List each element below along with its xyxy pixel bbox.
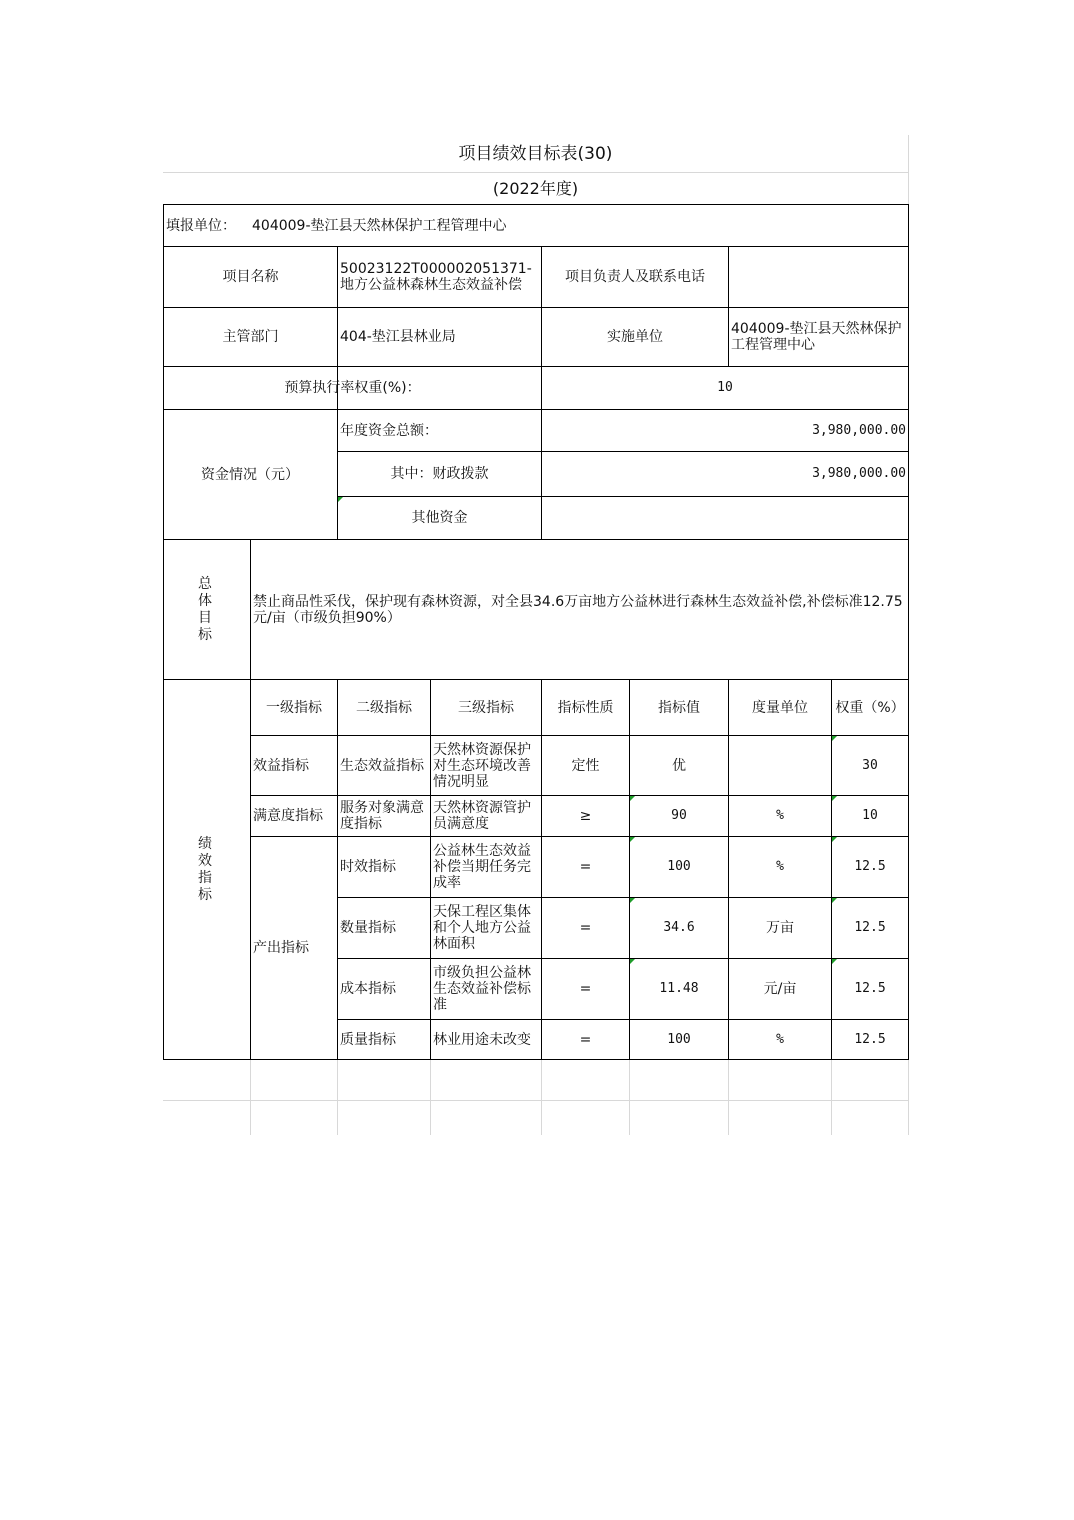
goal-text: 禁止商品性采伐，保护现有森林资源，对全县34.6万亩地方公益林进行森林生态效益补偿,补偿标准12.75元/亩（市级负担90%） — [253, 593, 903, 626]
page-title: 项目绩效目标表(30) — [458, 143, 613, 164]
table-cell-l3: 天保工程区集体和个人地方公益林面积 — [433, 904, 531, 952]
level1-output: 产出指标 — [253, 940, 309, 956]
project-name-label: 项目名称 — [222, 269, 279, 285]
table-cell-weight: 10 — [862, 808, 878, 823]
grid-line — [908, 135, 909, 205]
table-cell-weight: 30 — [862, 757, 878, 773]
table-cell-l2: 服务对象满意度指标 — [340, 800, 424, 832]
table-cell-nature: = — [579, 859, 592, 875]
funds-label: 资金情况（元） — [201, 466, 299, 483]
table-cell-l3: 天然林资源管护员满意度 — [433, 800, 531, 832]
border — [163, 1059, 909, 1060]
funds-fiscal-label: 其中：财政拨款 — [390, 466, 489, 482]
table-header: 权重（%） — [835, 699, 905, 716]
table-header: 三级指标 — [458, 699, 514, 716]
table-cell-unit: % — [776, 808, 784, 823]
table-cell-unit: 万亩 — [766, 920, 794, 936]
table-cell-value: 11.48 — [659, 981, 699, 996]
table-cell-nature: ≥ — [579, 808, 592, 824]
page-subtitle: (2022年度) — [492, 178, 579, 198]
table-header: 一级指标 — [266, 699, 322, 716]
table-cell-l2: 数量指标 — [340, 920, 396, 936]
table-cell-unit: % — [776, 1031, 784, 1047]
table-cell-unit: % — [776, 859, 784, 874]
level1-satisfaction: 满意度指标 — [253, 808, 323, 824]
fill-unit-label: 填报单位： — [166, 217, 236, 234]
grid-line — [629, 1060, 630, 1135]
table-cell-weight: 12.5 — [854, 1031, 886, 1047]
funds-other-label: 其他资金 — [411, 510, 468, 526]
table-cell-l3: 天然林资源保护对生态环境改善情况明显 — [433, 741, 531, 790]
funds-other-value — [542, 497, 908, 539]
table-cell-l3: 林业用途未改变 — [433, 1031, 531, 1048]
fill-unit-value: 404009-垫江县天然林保护工程管理中心 — [252, 217, 507, 234]
table-cell-nature: = — [579, 1031, 592, 1048]
budget-rate-label: 预算执行率权重(%)： — [284, 380, 421, 396]
table-cell-l2: 成本指标 — [340, 981, 396, 997]
grid-line — [337, 1060, 338, 1135]
table-cell-value: 100 — [667, 859, 691, 874]
impl-unit-label: 实施单位 — [607, 329, 663, 345]
table-cell-value: 34.6 — [663, 920, 695, 935]
impl-unit-value: 404009-垫江县天然林保护工程管理中心 — [731, 321, 902, 353]
dept-value: 404-垫江县林业局 — [340, 329, 456, 345]
project-leader-label: 项目负责人及联系电话 — [565, 269, 705, 285]
table-header: 指标值 — [658, 699, 700, 716]
funds-total-label: 年度资金总额： — [340, 422, 438, 439]
table-cell-nature: = — [579, 920, 592, 936]
table-cell-l3: 市级负担公益林生态效益补偿标准 — [433, 965, 531, 1013]
grid-line — [728, 1060, 729, 1135]
table-cell-value: 90 — [671, 808, 687, 823]
table-cell-weight: 12.5 — [854, 981, 886, 996]
level1-benefit: 效益指标 — [253, 757, 309, 774]
table-cell-unit: 元/亩 — [763, 981, 797, 997]
table-cell-value: 100 — [667, 1031, 691, 1047]
table-cell-weight: 12.5 — [854, 920, 886, 935]
table-cell-l2: 时效指标 — [340, 859, 396, 875]
grid-line — [908, 1060, 909, 1135]
table-header: 指标性质 — [557, 699, 614, 716]
grid-line — [430, 1060, 431, 1135]
border — [908, 204, 909, 1060]
indicators-label: 绩 效 指 标 — [198, 836, 212, 903]
project-leader-value — [729, 247, 908, 307]
budget-rate-value: 10 — [717, 380, 733, 395]
table-cell-value: 优 — [672, 757, 686, 774]
table-cell-nature: 定性 — [571, 757, 600, 774]
grid-line — [163, 1100, 909, 1101]
grid-line — [831, 1060, 832, 1135]
grid-line — [250, 1060, 251, 1135]
table-cell-weight: 12.5 — [854, 859, 886, 874]
table-header: 度量单位 — [752, 699, 808, 716]
goal-label: 总 体 目 标 — [198, 575, 212, 643]
table-cell-l3: 公益林生态效益补偿当期任务完成率 — [433, 843, 531, 891]
project-name-value: 50023122T000002051371-地方公益林森林生态效益补偿 — [340, 261, 532, 293]
funds-fiscal-value: 3,980,000.00 — [812, 466, 906, 481]
table-cell-l2: 质量指标 — [340, 1031, 396, 1048]
grid-line — [541, 1060, 542, 1135]
funds-total-value: 3,980,000.00 — [812, 422, 906, 438]
table-cell-unit — [729, 736, 831, 795]
dept-label: 主管部门 — [222, 329, 279, 345]
table-header: 二级指标 — [356, 699, 412, 716]
table-cell-nature: = — [579, 981, 592, 997]
table-cell-l2: 生态效益指标 — [340, 757, 424, 774]
